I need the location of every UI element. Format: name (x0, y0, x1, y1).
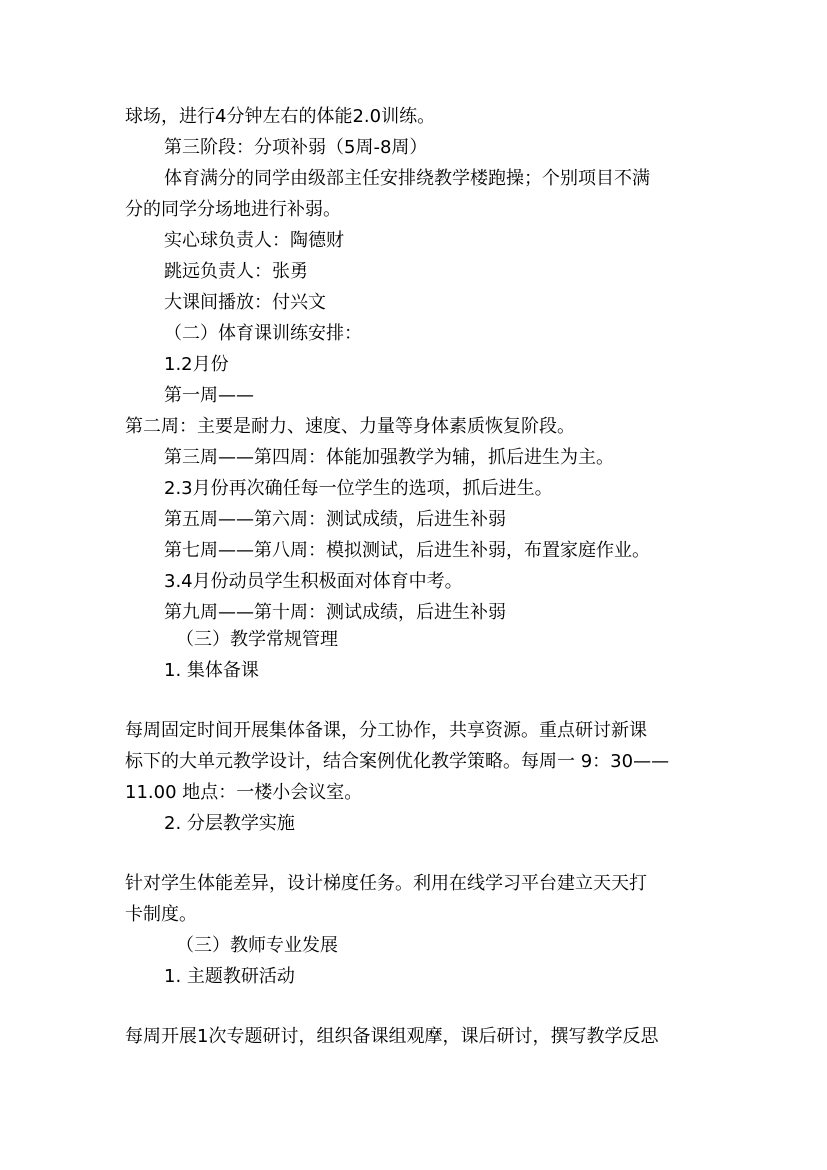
paragraph-line: 标下的大单元教学设计，结合案例优化教学策略。每周一 9：30—— (125, 751, 670, 772)
week-line: 第三周——第四周：体能加强教学为辅，抓后进生为主。 (164, 447, 614, 468)
section-heading: （三）教学常规管理 (176, 629, 338, 650)
paragraph-line: 针对学生体能差异，设计梯度任务。利用在线学习平台建立天天打 (125, 873, 647, 894)
week-line: 第一周—— (164, 385, 254, 406)
month-heading: 3.4月份动员学生积极面对体育中考。 (164, 571, 463, 592)
subsection-heading: 1. 主题教研活动 (164, 966, 295, 987)
week-line: 第二周：主要是耐力、速度、力量等身体素质恢复阶段。 (125, 416, 575, 437)
week-line: 第九周——第十周：测试成绩，后进生补弱 (164, 602, 506, 623)
paragraph-line: 体育满分的同学由级部主任安排绕教学楼跑操；个别项目不满 (164, 168, 650, 189)
paragraph-line: 每周开展1次专题研讨，组织备课组观摩，课后研讨，撰写教学反思 (125, 1026, 659, 1047)
subsection-heading: 2. 分层教学实施 (164, 813, 295, 834)
section-heading: （二）体育课训练安排： (164, 323, 362, 344)
responsible-person-line: 跳远负责人：张勇 (164, 261, 308, 282)
section-heading: （三）教师专业发展 (176, 935, 338, 956)
week-line: 第五周——第六周：测试成绩，后进生补弱 (164, 509, 506, 530)
paragraph-line: 每周固定时间开展集体备课，分工协作，共享资源。重点研讨新课 (125, 720, 647, 741)
month-heading: 2.3月份再次确任每一位学生的选项，抓后进生。 (164, 478, 553, 499)
stage-three-heading: 第三阶段：分项补弱（5周-8周） (164, 137, 428, 158)
week-line: 第七周——第八周：模拟测试，后进生补弱，布置家庭作业。 (164, 540, 650, 561)
responsible-person-line: 实心球负责人：陶德财 (164, 230, 344, 251)
subsection-heading: 1. 集体备课 (164, 660, 259, 681)
paragraph-line: 11.00 地点：一楼小会议室。 (125, 782, 363, 803)
paragraph-line: 卡制度。 (125, 904, 197, 925)
paragraph-line: 球场，进行4分钟左右的体能2.0训练。 (125, 106, 436, 127)
responsible-person-line: 大课间播放：付兴文 (164, 292, 326, 313)
paragraph-line: 分的同学分场地进行补弱。 (125, 199, 341, 220)
month-heading: 1.2月份 (164, 354, 229, 375)
